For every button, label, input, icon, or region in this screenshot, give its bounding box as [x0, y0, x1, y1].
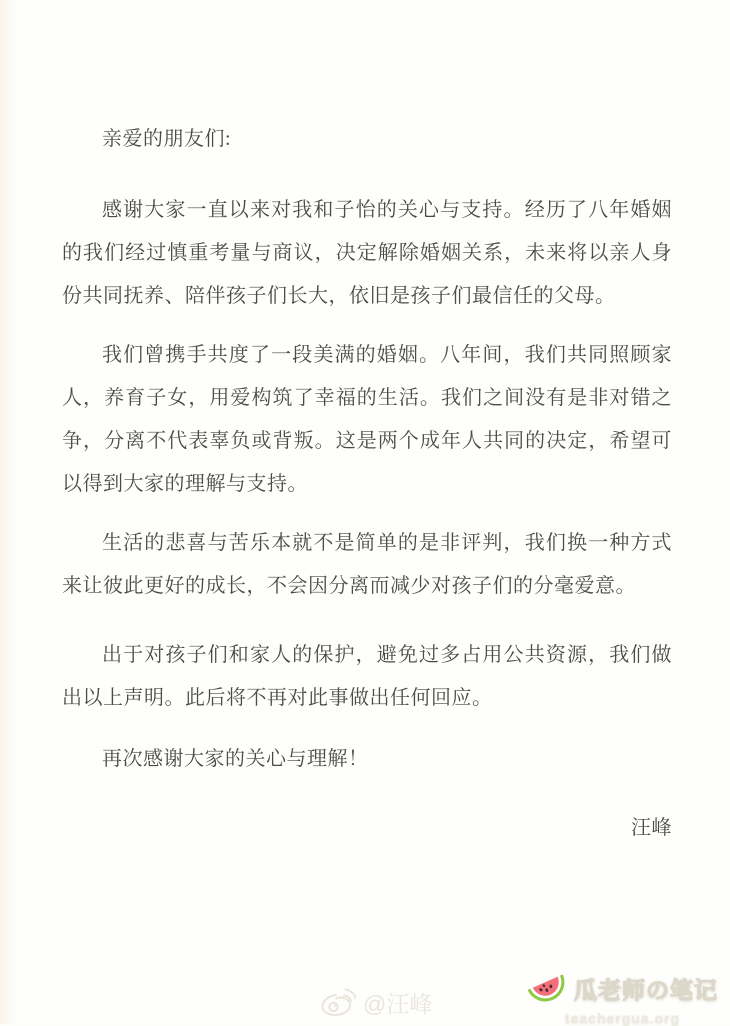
letter-line: 争，分离不代表辜负或背叛。这是两个成年人共同的决定，希望可 [62, 430, 672, 452]
source-title: 瓜老师の笔记 [574, 977, 718, 1003]
letter-line: 以得到大家的理解与支持。 [62, 473, 308, 495]
letter-line: 的我们经过慎重考量与商议，决定解除婚姻关系，未来将以亲人身 [62, 242, 672, 264]
letter-paragraph [62, 522, 672, 608]
salutation: 亲爱的朋友们: [102, 128, 232, 150]
letter-paragraph [62, 189, 672, 318]
letter-line: 份共同抚养、陪伴孩子们长大，依旧是孩子们最信任的父母。 [62, 285, 616, 307]
weibo-icon [320, 987, 356, 1018]
letter-body [62, 118, 672, 850]
letter-line: 出于对孩子们和家人的保护，避免过多占用公共资源，我们做 [102, 644, 672, 666]
letter-paragraph [62, 334, 672, 506]
weibo-handle: @汪峰 [363, 991, 433, 1017]
letter-line: 来让彼此更好的成长，不会因分离而减少对孩子们的分毫爱意。 [62, 575, 636, 597]
letter-paragraphs [62, 189, 672, 720]
signature: 汪峰 [631, 817, 672, 839]
letter-line: 我们曾携手共度了一段美满的婚姻。八年间，我们共同照顾家 [102, 344, 672, 366]
closing-line: 再次感谢大家的关心与理解！ [102, 748, 369, 770]
weibo-watermark [320, 986, 432, 1019]
letter-line: 感谢大家一直以来对我和子怡的关心与支持。经历了八年婚姻 [102, 199, 672, 221]
watermelon-icon [520, 961, 575, 1016]
letter-line: 生活的悲喜与苦乐本就不是简单的是非评判，我们换一种方式 [102, 532, 672, 554]
letter-paragraph [62, 634, 672, 720]
source-watermark [527, 968, 718, 1026]
source-url: teachergua.org [564, 1010, 681, 1026]
letter-line: 出以上声明。此后将不再对此事做出任何回应。 [62, 687, 493, 709]
letter-line: 人，养育子女，用爱构筑了幸福的生活。我们之间没有是非对错之 [62, 387, 672, 409]
